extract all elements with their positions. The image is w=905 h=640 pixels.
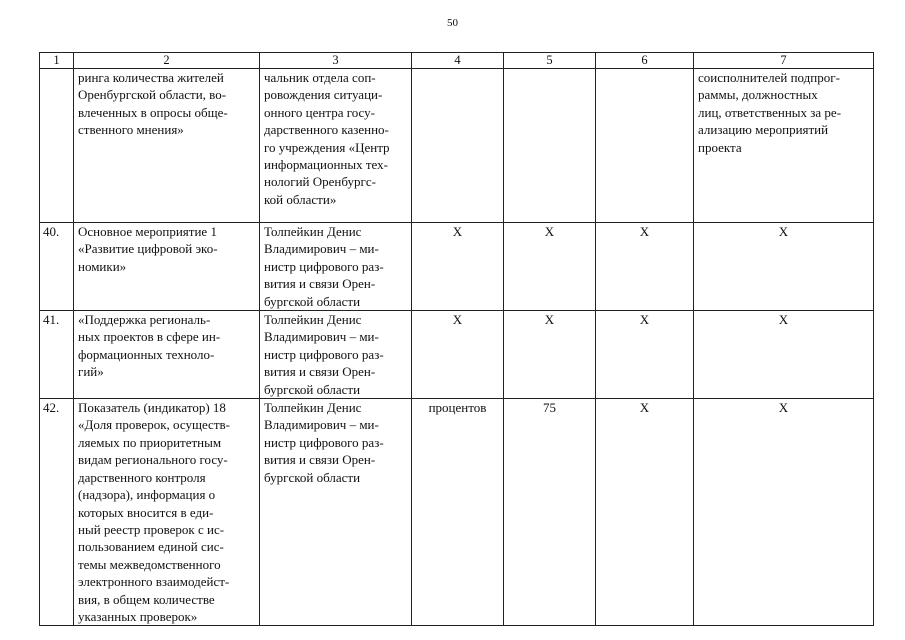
column-header: 2 — [74, 53, 260, 69]
table-row — [40, 69, 874, 223]
value-cell: Х — [504, 223, 596, 311]
column-header: 5 — [504, 53, 596, 69]
col7-cell: Х — [694, 311, 874, 399]
measures-table — [39, 52, 874, 626]
responsible-person: Толпейкин Денис Владимирович – ми- нистр цифрового раз- вития и связи Орен- бургской области — [264, 312, 384, 397]
col7-cell: Х — [694, 399, 874, 626]
measure-name-cell — [74, 399, 260, 626]
value-cell: 75 — [504, 399, 596, 626]
table-row — [40, 311, 874, 399]
row-number: 42. — [40, 399, 74, 626]
column-header: 4 — [412, 53, 504, 69]
measure-name: Основное мероприятие 1 «Развитие цифровой эко- номики» — [78, 224, 218, 274]
responsible-cell — [260, 311, 412, 399]
responsible-cell — [260, 69, 412, 223]
col7-text: соисполнителей подпрог- раммы, должностных лиц, ответственных за ре- ализацию мероприятий проекта — [698, 70, 842, 155]
measure-name: ринга количества жителей Оренбургской области, во- влеченных в опросы обще- ственного мнения» — [78, 70, 228, 138]
col7-cell — [694, 69, 874, 223]
column-number-row — [40, 53, 874, 69]
column-header: 7 — [694, 53, 874, 69]
unit-cell: процентов — [412, 399, 504, 626]
responsible-person: чальник отдела соп- ровождения ситуаци- онного центра госу- дарственного казенно- го учреждения «Центр информационных тех- нологий Оренбургс- кой области» — [264, 70, 390, 207]
responsible-cell — [260, 223, 412, 311]
unit-cell: Х — [412, 223, 504, 311]
measure-name-cell — [74, 69, 260, 223]
measure-name-cell — [74, 311, 260, 399]
table-row — [40, 223, 874, 311]
row-number: 40. — [40, 223, 74, 311]
col6-cell — [596, 69, 694, 223]
responsible-person: Толпейкин Денис Владимирович – ми- нистр цифрового раз- вития и связи Орен- бургской области — [264, 400, 384, 485]
page-number: 50 — [447, 17, 458, 29]
responsible-cell — [260, 399, 412, 626]
col7-cell: Х — [694, 223, 874, 311]
measure-name: «Поддержка региональ- ных проектов в сфере ин- формационных техноло- гий» — [78, 312, 221, 380]
measure-name-cell — [74, 223, 260, 311]
value-cell: Х — [504, 311, 596, 399]
unit-cell: Х — [412, 311, 504, 399]
column-header: 1 — [40, 53, 74, 69]
column-header: 6 — [596, 53, 694, 69]
col6-cell: Х — [596, 223, 694, 311]
column-header: 3 — [260, 53, 412, 69]
row-number: 41. — [40, 311, 74, 399]
unit-cell — [412, 69, 504, 223]
measure-name: Показатель (индикатор) 18 «Доля проверок, осуществ- ляемых по приоритетным видам регионального госу- дарственного контроля (надзора), информация о которых вносится в еди- ный реестр проверок с ис- пользованием единой сис- темы межведомственного электронного взаимодейст- вия, в общем количестве указанных проверок» — [78, 400, 230, 624]
value-cell — [504, 69, 596, 223]
row-number — [40, 69, 74, 223]
col6-cell: Х — [596, 311, 694, 399]
responsible-person: Толпейкин Денис Владимирович – ми- нистр цифрового раз- вития и связи Орен- бургской области — [264, 224, 384, 309]
table-row — [40, 399, 874, 626]
col6-cell: Х — [596, 399, 694, 626]
